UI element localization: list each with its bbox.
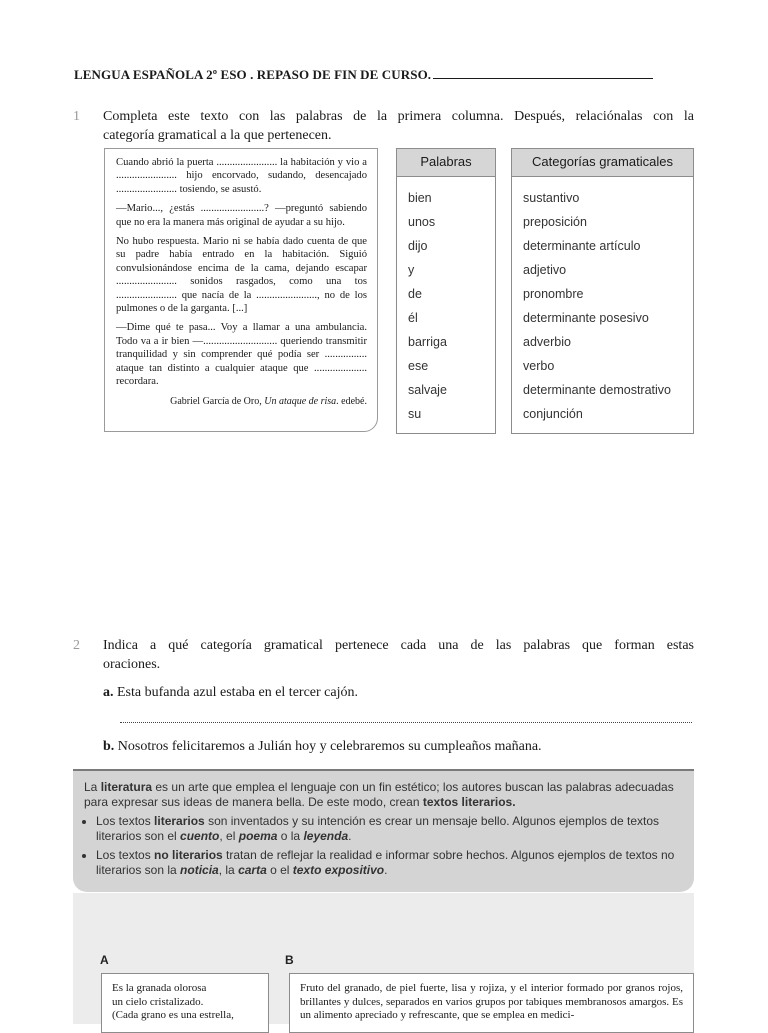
categoria-item: conjunción — [523, 407, 583, 421]
categoria-item: determinante demostrativo — [523, 383, 671, 397]
palabras-header: Palabras — [397, 149, 495, 177]
categoria-item: determinante artículo — [523, 239, 641, 253]
reading-source — [116, 395, 367, 408]
info-text: , el — [219, 828, 239, 843]
source-title: Un ataque de risa — [264, 395, 337, 407]
exercise-1-number: 1 — [73, 109, 80, 124]
reading-paragraph: Cuando abrió la puerta ....................... la habitación y vio a ....................... hijo encorvado, sudando, desencajado ....................... tosiendo, se asustó. — [116, 157, 367, 195]
info-text: tratan de reflejar la realidad e informar sobre hechos. Algunos ejemplos de textos no literarios son la — [96, 848, 675, 877]
text-a-line: (Cada grano es una estrella, — [112, 1009, 234, 1021]
palabra-item: dijo — [408, 239, 428, 253]
info-bullet-literarios — [96, 814, 682, 843]
literature-info-box — [73, 769, 694, 892]
info-term: literatura — [100, 780, 153, 794]
sentence-b — [103, 739, 542, 755]
categoria-item: preposición — [523, 215, 587, 229]
exercise-2-instruction — [103, 636, 694, 674]
palabra-item: bien — [408, 191, 432, 205]
reading-paragraph: —Dime qué te pasa... Voy a llamar a una ambulancia. Todo va a ir bien —............................ queriendo transmitir tranquilidad y sin comprender qué podía ser ................ ataque tan distinto a cualquier ataque que .................... recordara. — [116, 322, 367, 388]
palabra-item: salvaje — [408, 383, 447, 397]
categoria-item: pronombre — [523, 287, 584, 301]
info-text: . — [384, 862, 388, 877]
info-text: . — [348, 828, 352, 843]
text-b-box: Fruto del granado, de piel fuerte, lisa y rojiza, y el interior formado por granos rojos, brillantes y dulces, separados en varios grupos por tabiques membranosos amargos. Es un alimento apreciado y refrescante, que se emplea en medici- — [289, 973, 694, 1033]
exercise-1-instruction — [103, 107, 694, 145]
source-publisher: . edebé. — [336, 395, 367, 407]
info-term: carta — [238, 862, 267, 877]
info-term: no literarios — [154, 848, 223, 862]
text-a-line: un cielo cristalizado. — [112, 995, 204, 1008]
info-term: literarios — [154, 814, 205, 828]
reading-paragraph: No hubo respuesta. Mario ni se había dado cuenta de que su padre había entrado en la habitación. Siguió convulsionándose encima de la cama, dejando escapar ....................... sonidos rasgados, como una tos ....................... que nacía de la ......................., no de los pulmones o de la garganta. [...] — [116, 236, 367, 315]
categoria-item: adverbio — [523, 335, 571, 349]
name-blank-line[interactable] — [433, 78, 653, 79]
info-bullets — [84, 814, 682, 877]
categorias-list — [512, 177, 693, 426]
categoria-item: sustantivo — [523, 191, 580, 205]
categoria-item: determinante posesivo — [523, 311, 649, 325]
info-text: es un arte que emplea el lenguaje con un fin estético; los autores buscan las palabras adecuadas para expresar sus ideas de manera bella. De este modo, crean — [84, 780, 674, 809]
info-term: cuento — [180, 828, 220, 843]
categorias-header: Categorías gramaticales — [512, 149, 693, 177]
palabras-list — [397, 177, 495, 426]
info-text: La — [84, 780, 101, 794]
palabras-table — [396, 148, 496, 434]
palabra-item: barriga — [408, 335, 447, 349]
categorias-table — [511, 148, 694, 434]
sentence-a-label: a. — [103, 685, 114, 700]
sentence-b-label: b. — [103, 739, 115, 754]
info-term: texto expositivo — [292, 862, 385, 877]
categoria-item: verbo — [523, 359, 555, 373]
worksheet-title — [74, 67, 653, 83]
info-term: noticia — [180, 862, 219, 877]
reading-paragraph: —Mario..., ¿estás ........................? —preguntó sabiendo que no era la manera más original de ayudar a su hijo. — [116, 203, 367, 228]
exercise-1-instruction-line2: categoría gramatical a la que pertenecen. — [103, 128, 332, 143]
text-a-box — [101, 973, 269, 1033]
exercise-2-instruction-line1: Indica a qué categoría gramatical pertenece cada una de las palabras que forman estas — [103, 638, 694, 653]
info-term: leyenda — [303, 828, 349, 843]
palabra-item: unos — [408, 215, 436, 229]
exercise-2-instruction-line2: oraciones. — [103, 657, 161, 672]
worksheet-title-text: LENGUA ESPAÑOLA 2º ESO . REPASO DE FIN DE CURSO. — [74, 67, 432, 82]
column-a-label: A — [100, 953, 109, 967]
palabra-item: su — [408, 407, 422, 421]
info-text: Los textos — [96, 814, 155, 828]
info-intro — [84, 780, 682, 809]
info-text: , la — [218, 862, 239, 877]
sentence-b-text: Nosotros felicitaremos a Julián hoy y celebraremos su cumpleaños mañana. — [117, 739, 542, 754]
info-text: o la — [277, 828, 304, 843]
palabra-item: él — [408, 311, 418, 325]
info-text: Los textos — [96, 848, 155, 862]
info-term: poema — [238, 828, 278, 843]
sentence-a-text: Esta bufanda azul estaba en el tercer cajón. — [117, 685, 358, 700]
categoria-item: adjetivo — [523, 263, 567, 277]
sentence-a — [103, 685, 358, 701]
info-text: o el — [266, 862, 293, 877]
column-b-label: B — [285, 953, 294, 967]
info-text: son inventados y su intención es crear un mensaje bello. Algunos ejemplos de textos literarios son el — [96, 814, 660, 843]
info-bullet-no-literarios — [96, 848, 682, 877]
info-term: textos literarios. — [422, 794, 516, 809]
answer-line-a[interactable] — [120, 712, 692, 723]
source-author: Gabriel García de Oro, — [170, 395, 265, 407]
reading-text-box — [104, 148, 378, 432]
palabra-item: y — [408, 263, 415, 277]
text-a-line: Es la granada olorosa — [112, 982, 207, 994]
palabra-item: ese — [408, 359, 429, 373]
exercise-1-instruction-line1: Completa este texto con las palabras de la primera columna. Después, relaciónalas con la — [103, 109, 694, 124]
exercise-2-number: 2 — [73, 638, 80, 653]
palabra-item: de — [408, 287, 422, 301]
